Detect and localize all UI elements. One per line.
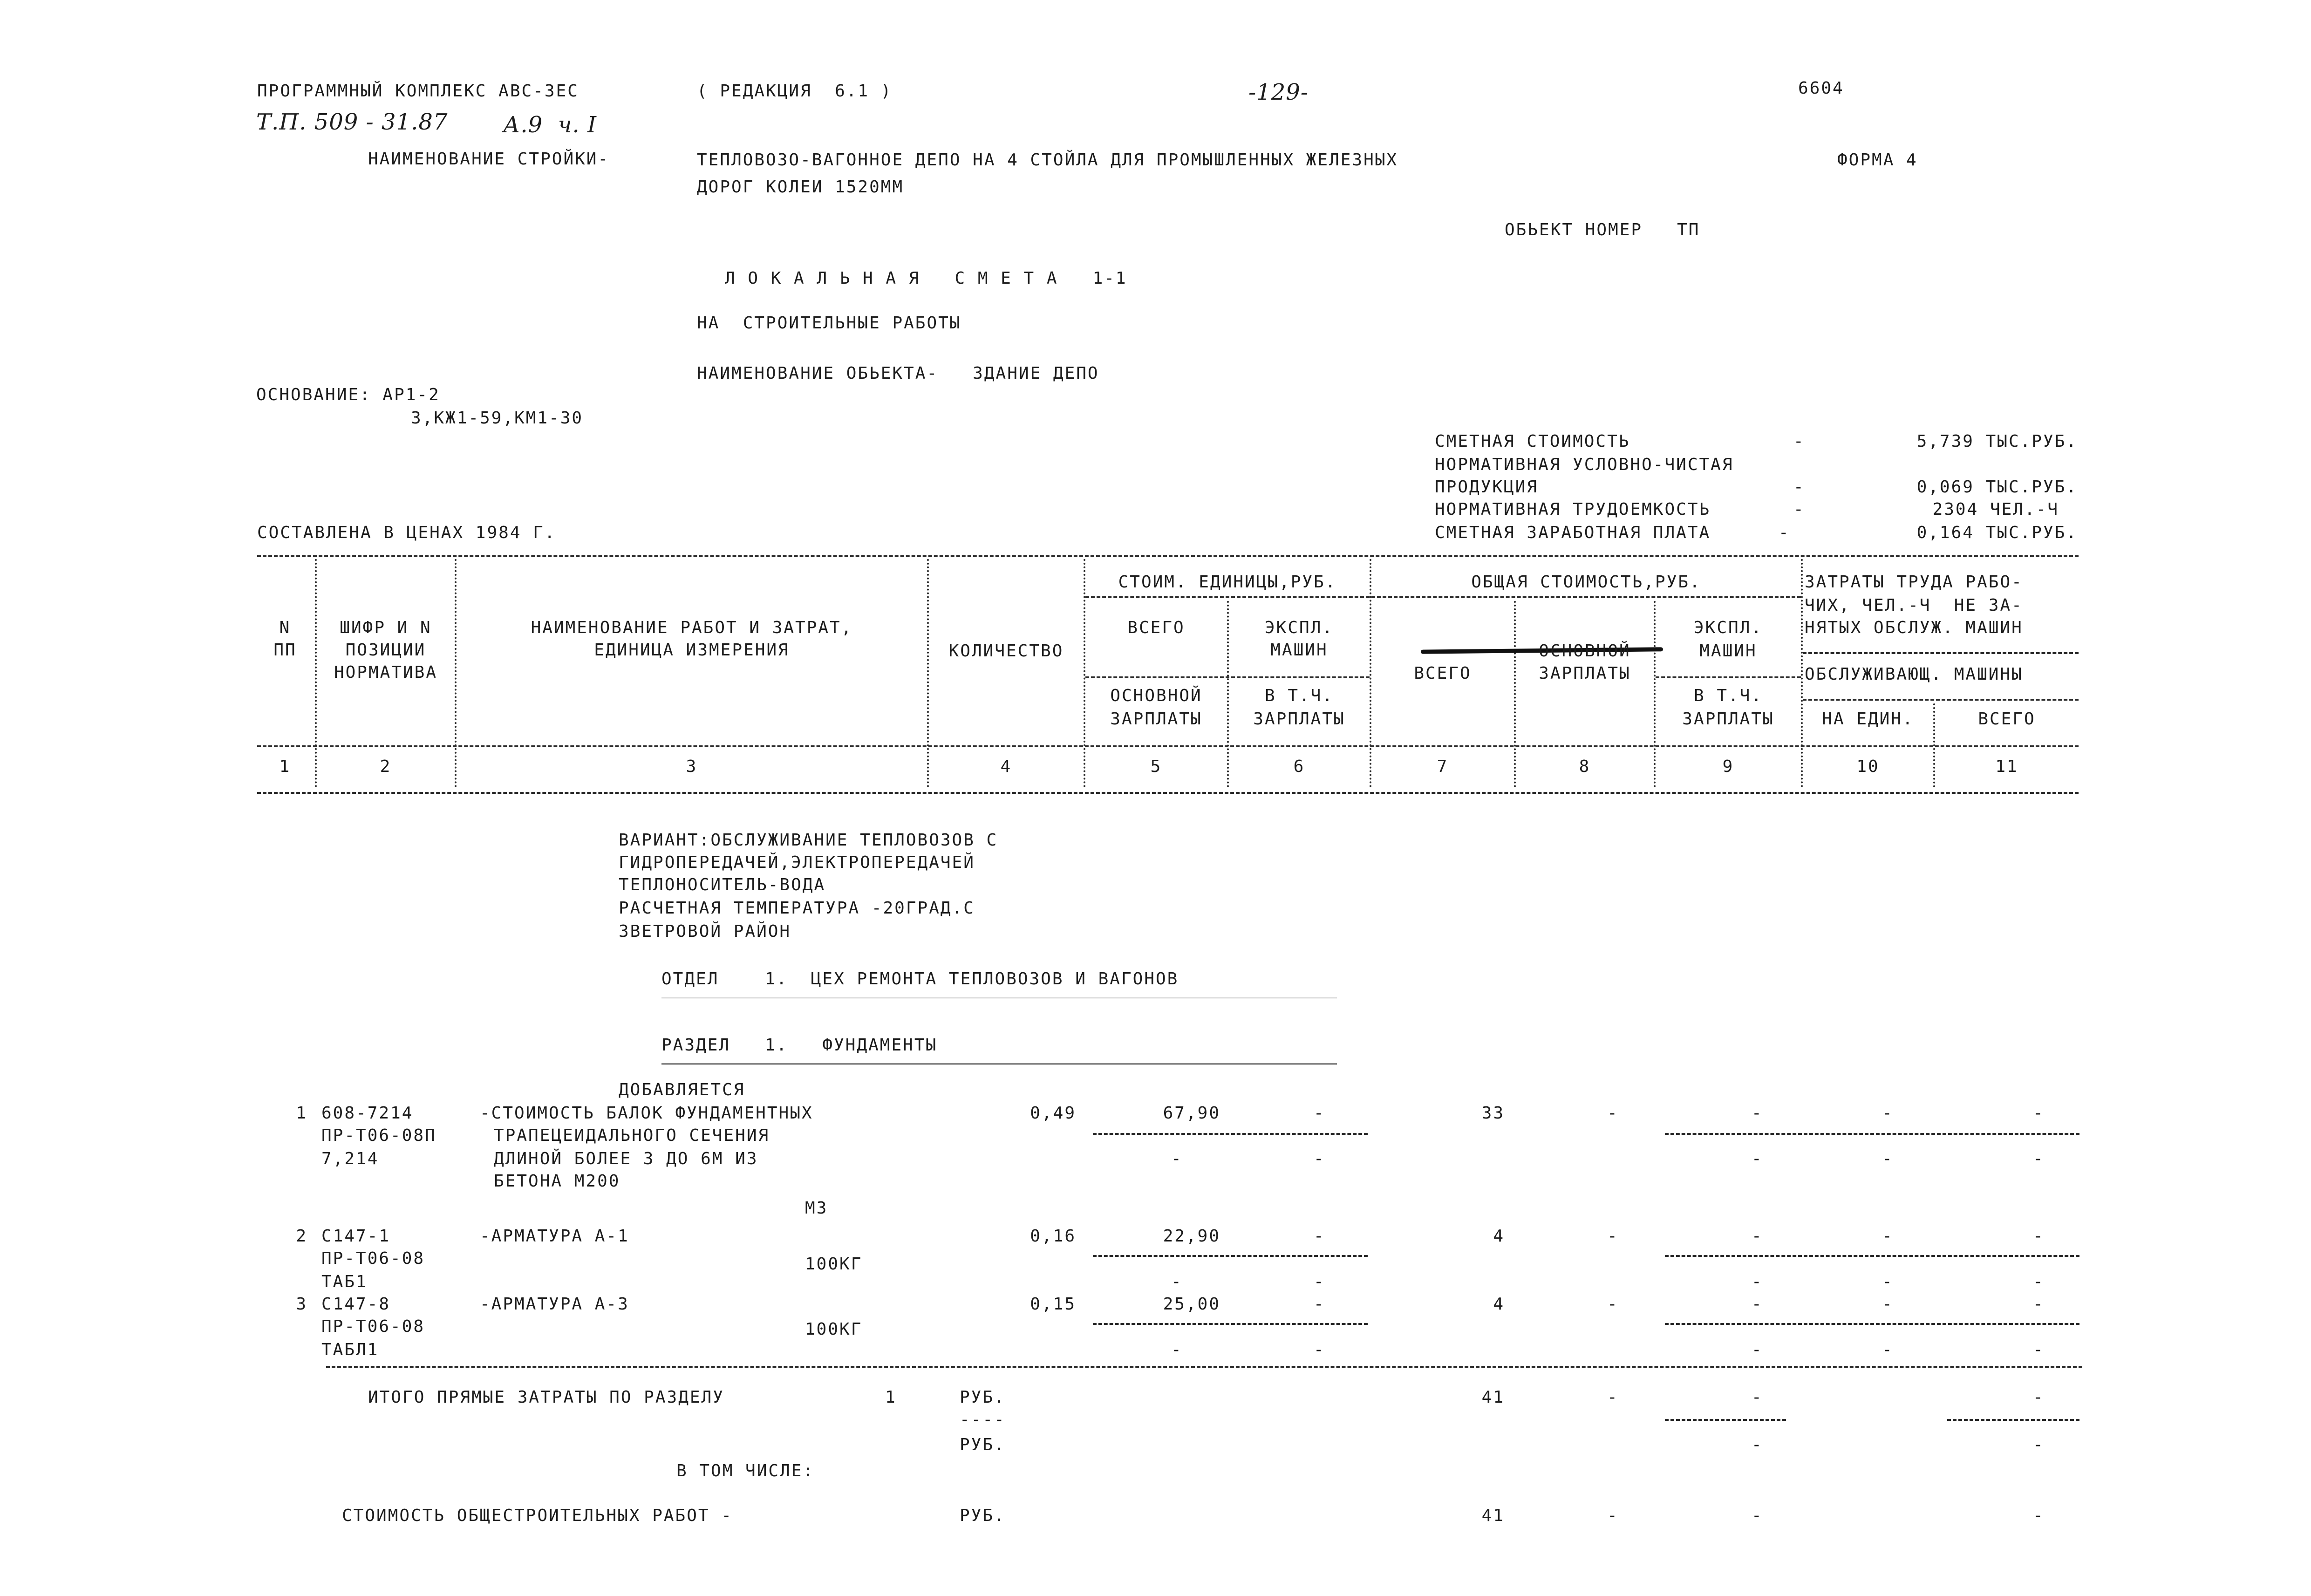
row-1-unit-total: 67,90 xyxy=(1163,1104,1220,1123)
edition: ( РЕДАКЦИЯ 6.1 ) xyxy=(697,82,893,101)
row-3-total-wage: - xyxy=(1607,1295,1619,1314)
hdr-col3a: НАИМЕНОВАНИЕ РАБОТ И ЗАТРАТ, xyxy=(531,618,853,637)
direct-costs-rub-dashes: ---- xyxy=(960,1410,1006,1429)
row-2-unit: 100КГ xyxy=(805,1255,863,1274)
hdr-labor-total: ВСЕГО xyxy=(1978,709,2036,729)
row-3-qty: 0,15 xyxy=(1030,1295,1076,1314)
row-3-unit-rule xyxy=(1093,1323,1368,1325)
labor-rule-2 xyxy=(1803,699,2079,701)
basis-line1: ОСНОВАНИЕ: АР1-2 xyxy=(256,385,440,404)
row-1-sub-mach-incl: - xyxy=(1752,1149,1763,1168)
direct-costs-rub: РУБ. xyxy=(960,1388,1006,1407)
hdr-col2b: ПОЗИЦИИ xyxy=(345,641,426,660)
col-sep-4 xyxy=(1084,559,1085,787)
direct-costs-total: 41 xyxy=(1481,1388,1505,1407)
hdr-total-incl-b: ЗАРПЛАТЫ xyxy=(1682,709,1774,729)
colnum-11: 11 xyxy=(1995,757,2018,776)
unit-cost-rule-2 xyxy=(1085,676,1370,678)
row-1-name-1: -СТОИМОСТЬ БАЛОК ФУНДАМЕНТНЫХ xyxy=(480,1104,813,1123)
row-1-labor-unit: - xyxy=(1882,1104,1894,1123)
row-2-sub-incl: - xyxy=(1314,1272,1325,1291)
summary-value-2: 0,069 ТЫС.РУБ. xyxy=(1916,477,2078,497)
hdr-labor-serv: ОБСЛУЖИВАЮЩ. МАШИНЫ xyxy=(1805,665,2023,684)
hdr-total-wage-b: ЗАРПЛАТЫ xyxy=(1539,664,1631,683)
row-2-code-3: ТАБ1 xyxy=(321,1272,368,1291)
direct-costs-labor-rule xyxy=(1947,1419,2079,1421)
row-2-code-2: ПР-Т06-08 xyxy=(321,1249,425,1268)
row-1-name-2: ТРАПЕЦЕИДАЛЬНОГО СЕЧЕНИЯ xyxy=(494,1126,770,1145)
hdr-labor-c: НЯТЫХ ОБСЛУЖ. МАШИН xyxy=(1805,618,2023,637)
variant-line-1: ВАРИАНТ:ОБСЛУЖИВАНИЕ ТЕПЛОВОЗОВ С xyxy=(619,831,998,850)
colnum-3: 3 xyxy=(686,757,698,776)
row-3-code-2: ПР-Т06-08 xyxy=(321,1317,425,1336)
hdr-unit-wage-a: ОСНОВНОЙ xyxy=(1110,686,1202,705)
totals-top-rule xyxy=(326,1366,2082,1368)
estimate-title: Л О К А Л Ь Н А Я С М Е Т А 1-1 xyxy=(725,269,1127,288)
row-2-sub-labor-unit: - xyxy=(1882,1272,1894,1291)
variant-line-2: ГИДРОПЕРЕДАЧЕЙ,ЭЛЕКТРОПЕРЕДАЧЕЙ xyxy=(619,853,975,872)
general-works-label: СТОИМОСТЬ ОБЩЕСТРОИТЕЛЬНЫХ РАБОТ - xyxy=(342,1506,733,1525)
object-name: НАИМЕНОВАНИЕ ОБЬЕКТА- ЗДАНИЕ ДЕПО xyxy=(697,364,1099,383)
direct-costs-label: ИТОГО ПРЯМЫЕ ЗАТРАТЫ ПО РАЗДЕЛУ xyxy=(368,1388,724,1407)
colnum-5: 5 xyxy=(1150,757,1162,776)
direct-costs-rub-2: РУБ. xyxy=(960,1435,1006,1454)
direct-costs-section-num: 1 xyxy=(885,1388,897,1407)
hdr-col1b: ПП xyxy=(273,641,297,660)
price-basis: СОСТАВЛЕНА В ЦЕНАХ 1984 Г. xyxy=(257,523,556,542)
hdr-col2a: ШИФР И N xyxy=(340,618,432,637)
row-2-sub-mach-incl: - xyxy=(1752,1272,1763,1291)
department-title: ОТДЕЛ 1. ЦЕХ РЕМОНТА ТЕПЛОВОЗОВ И ВАГОНОВ xyxy=(661,969,1179,989)
summary-dash-0: - xyxy=(1793,432,1805,451)
row-3-unit-mach: - xyxy=(1314,1295,1325,1314)
row-3-sub-wage: - xyxy=(1171,1340,1183,1359)
colnum-9: 9 xyxy=(1722,757,1734,776)
row-2-labor-total: - xyxy=(2033,1227,2045,1246)
row-2-unit-total: 22,90 xyxy=(1163,1227,1220,1246)
total-mach-rule xyxy=(1656,676,1801,678)
department-underline xyxy=(661,997,1337,1000)
row-3-code-1: С147-8 xyxy=(321,1295,391,1314)
summary-label-1: НОРМАТИВНАЯ УСЛОВНО-ЧИСТАЯ xyxy=(1435,455,1734,474)
colnum-8: 8 xyxy=(1579,757,1591,776)
row-3-sub-labor-unit: - xyxy=(1882,1340,1894,1359)
album-ref: А.9 ч. I xyxy=(503,112,597,138)
construction-name-line1: ТЕПЛОВОЗО-ВАГОННОЕ ДЕПО НА 4 СТОЙЛА ДЛЯ ПРОМЫШЛЕННЫХ ЖЕЛЕЗНЫХ xyxy=(697,150,1398,170)
hdr-col4: КОЛИЧЕСТВО xyxy=(948,641,1064,661)
row-2-num: 2 xyxy=(296,1227,307,1246)
row-2-unit-mach: - xyxy=(1314,1227,1325,1246)
row-3-sub-labor-total: - xyxy=(2033,1340,2045,1359)
direct-costs-sub-labor: - xyxy=(2033,1435,2045,1454)
summary-label-3: НОРМАТИВНАЯ ТРУДОЕМКОСТЬ xyxy=(1435,500,1711,519)
table-top-rule xyxy=(257,555,2079,557)
general-works-total: 41 xyxy=(1481,1506,1505,1525)
colnum-2: 2 xyxy=(380,757,392,776)
summary-label-0: СМЕТНАЯ СТОИМОСТЬ xyxy=(1435,432,1630,451)
row-2-sub-labor-total: - xyxy=(2033,1272,2045,1291)
hdr-col2c: НОРМАТИВА xyxy=(334,663,438,682)
row-1-unit: М3 xyxy=(805,1199,828,1218)
hdr-total-cost: ОБЩАЯ СТОИМОСТЬ,РУБ. xyxy=(1471,573,1701,592)
direct-costs-mach-rule xyxy=(1665,1419,1786,1421)
row-2-right-rule xyxy=(1665,1255,2079,1257)
hdr-unit-cost: СТОИМ. ЕДИНИЦЫ,РУБ. xyxy=(1118,573,1337,592)
summary-dash-3: - xyxy=(1793,500,1805,519)
hdr-labor-unit: НА ЕДИН. xyxy=(1822,709,1914,729)
row-3-total-mach: - xyxy=(1752,1295,1763,1314)
hdr-col1: N xyxy=(279,618,291,637)
row-1-total: 33 xyxy=(1481,1104,1505,1123)
row-1-sub-incl: - xyxy=(1314,1149,1325,1168)
row-3-right-rule xyxy=(1665,1323,2079,1325)
project-ref: Т.П. 509 - 31.87 xyxy=(256,109,448,135)
section-underline xyxy=(661,1063,1337,1066)
row-2-unit-rule xyxy=(1093,1255,1368,1257)
general-works-wage: - xyxy=(1607,1506,1619,1525)
variant-line-3: ТЕПЛОНОСИТЕЛЬ-ВОДА xyxy=(619,875,826,894)
row-3-unit: 100КГ xyxy=(805,1320,863,1339)
variant-line-5: 3ВЕТРОВОЙ РАЙОН xyxy=(619,922,791,941)
colnum-10: 10 xyxy=(1856,757,1880,776)
colnum-1: 1 xyxy=(279,757,291,776)
object-number: ОБЬЕКТ НОМЕР ТП xyxy=(1505,220,1700,239)
row-1-sub-labor-total: - xyxy=(2033,1149,2045,1168)
hdr-total-wage-a: ОСНОВНОЙ xyxy=(1539,641,1631,661)
hdr-unit-incl-b: ЗАРПЛАТЫ xyxy=(1253,709,1345,729)
colnum-bottom-rule xyxy=(257,792,2079,794)
row-1-total-wage: - xyxy=(1607,1104,1619,1123)
row-3-num: 3 xyxy=(296,1295,307,1314)
col-sep-3 xyxy=(927,559,929,787)
summary-dash-4: - xyxy=(1779,523,1790,542)
row-1-unit-rule xyxy=(1093,1133,1368,1135)
row-1-right-rule xyxy=(1665,1133,2079,1135)
hdr-col3b: ЕДИНИЦА ИЗМЕРЕНИЯ xyxy=(594,641,790,660)
hdr-total-mach-a: ЭКСПЛ. xyxy=(1693,618,1763,637)
hdr-total-incl-a: В Т.Ч. xyxy=(1693,686,1763,705)
works-type: НА СТРОИТЕЛЬНЫЕ РАБОТЫ xyxy=(697,314,961,333)
including-label: В ТОМ ЧИСЛЕ: xyxy=(676,1461,815,1480)
hdr-unit-mach-b: МАШИН xyxy=(1270,641,1328,660)
summary-value-3: 2304 ЧЕЛ.-Ч xyxy=(1932,500,2059,519)
total-cost-rule xyxy=(1371,596,1801,598)
direct-costs-sub-mach: - xyxy=(1752,1435,1763,1454)
section-title: РАЗДЕЛ 1. ФУНДАМЕНТЫ xyxy=(661,1036,938,1055)
row-1-code-1: 608-7214 xyxy=(321,1104,414,1123)
construction-name-line2: ДОРОГ КОЛЕИ 1520ММ xyxy=(697,177,904,197)
row-1-sub-wage: - xyxy=(1171,1149,1183,1168)
row-1-code-2: ПР-Т06-08П xyxy=(321,1126,436,1145)
summary-value-0: 5,739 ТЫС.РУБ. xyxy=(1916,432,2078,451)
row-3-name-1: -АРМАТУРА А-3 xyxy=(480,1295,629,1314)
form-number: ФОРМА 4 xyxy=(1837,150,1918,170)
row-2-name-1: -АРМАТУРА А-1 xyxy=(480,1227,629,1246)
program-name: ПРОГРАММНЫЙ КОМПЛЕКС АВС-3ЕС xyxy=(257,82,579,101)
col-sep-2 xyxy=(455,559,457,787)
row-3-labor-unit: - xyxy=(1882,1295,1894,1314)
row-2-sub-wage: - xyxy=(1171,1272,1183,1291)
row-3-labor-total: - xyxy=(2033,1295,2045,1314)
hdr-unit-incl-a: В Т.Ч. xyxy=(1264,686,1334,705)
doc-code: 6604 xyxy=(1798,79,1844,98)
row-2-total-wage: - xyxy=(1607,1227,1619,1246)
row-1-labor-total: - xyxy=(2033,1104,2045,1123)
row-1-unit-mach: - xyxy=(1314,1104,1325,1123)
direct-costs-mach: - xyxy=(1752,1388,1763,1407)
row-3-total: 4 xyxy=(1493,1295,1505,1314)
general-works-labor: - xyxy=(2033,1506,2045,1525)
col-sep-9 xyxy=(1801,559,1803,787)
row-3-sub-mach-incl: - xyxy=(1752,1340,1763,1359)
general-works-rub: РУБ. xyxy=(960,1506,1006,1525)
general-works-mach: - xyxy=(1752,1506,1763,1525)
row-1-num: 1 xyxy=(296,1104,307,1123)
row-3-unit-total: 25,00 xyxy=(1163,1295,1220,1314)
added-label: ДОБАВЛЯЕТСЯ xyxy=(619,1080,745,1099)
hdr-total-mach-b: МАШИН xyxy=(1699,641,1757,661)
construction-label: НАИМЕНОВАНИЕ СТРОЙКИ- xyxy=(368,150,610,169)
row-1-total-mach: - xyxy=(1752,1104,1763,1123)
colnum-4: 4 xyxy=(1000,757,1012,776)
variant-line-4: РАСЧЕТНАЯ ТЕМПЕРАТУРА -20ГРАД.С xyxy=(619,899,975,918)
row-2-labor-unit: - xyxy=(1882,1227,1894,1246)
header-bottom-rule xyxy=(257,745,2079,747)
row-2-qty: 0,16 xyxy=(1030,1227,1076,1246)
summary-value-4: 0,164 ТЫС.РУБ. xyxy=(1916,523,2078,542)
row-1-qty: 0,49 xyxy=(1030,1104,1076,1123)
hdr-unit-total: ВСЕГО xyxy=(1127,618,1185,637)
hdr-total-all: ВСЕГО xyxy=(1414,664,1472,683)
hdr-unit-wage-b: ЗАРПЛАТЫ xyxy=(1110,709,1202,729)
summary-dash-2: - xyxy=(1793,477,1805,497)
row-3-sub-incl: - xyxy=(1314,1340,1325,1359)
row-2-total: 4 xyxy=(1493,1227,1505,1246)
row-1-name-4: БЕТОНА М200 xyxy=(494,1172,620,1191)
hdr-labor-a: ЗАТРАТЫ ТРУДА РАБО- xyxy=(1805,573,2023,592)
labor-rule-1 xyxy=(1803,652,2079,654)
row-2-code-1: С147-1 xyxy=(321,1227,391,1246)
colnum-7: 7 xyxy=(1437,757,1449,776)
row-1-sub-labor-unit: - xyxy=(1882,1149,1894,1168)
basis-line2: 3,КЖ1-59,КМ1-30 xyxy=(411,409,584,428)
direct-costs-labor-total: - xyxy=(2033,1388,2045,1407)
row-1-name-3: ДЛИНОЙ БОЛЕЕ 3 ДО 6М ИЗ xyxy=(494,1149,758,1168)
hdr-unit-mach-a: ЭКСПЛ. xyxy=(1264,618,1334,637)
row-2-total-mach: - xyxy=(1752,1227,1763,1246)
row-3-code-3: ТАБЛ1 xyxy=(321,1340,379,1359)
colnum-6: 6 xyxy=(1293,757,1305,776)
summary-label-4: СМЕТНАЯ ЗАРАБОТНАЯ ПЛАТА xyxy=(1435,523,1711,542)
page-number: -129- xyxy=(1248,79,1309,105)
hdr-labor-b: ЧИХ, ЧЕЛ.-Ч НЕ ЗА- xyxy=(1805,596,2023,615)
summary-label-2: ПРОДУКЦИЯ xyxy=(1435,477,1539,497)
row-1-code-3: 7,214 xyxy=(321,1149,379,1168)
unit-cost-rule xyxy=(1085,596,1370,598)
direct-costs-wage: - xyxy=(1607,1388,1619,1407)
